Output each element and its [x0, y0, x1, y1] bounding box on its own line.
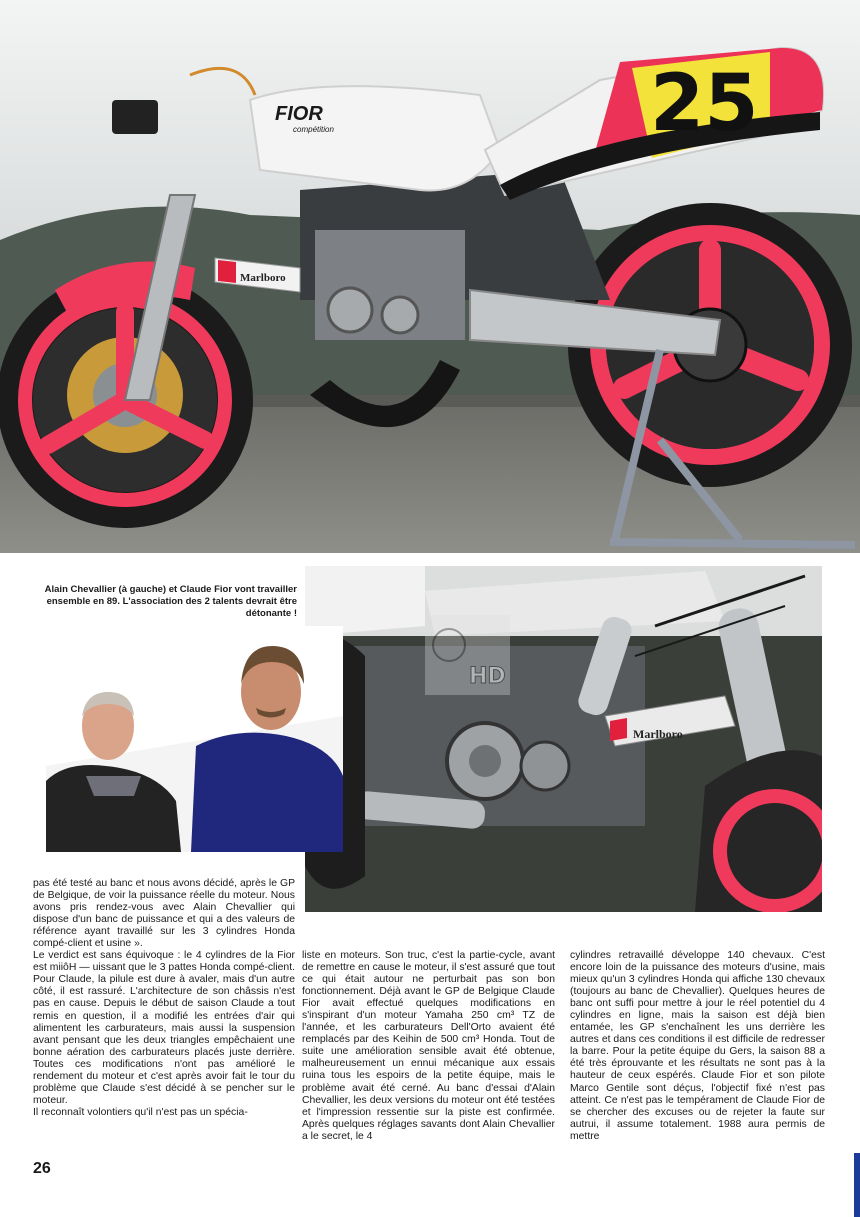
brand-subtitle: compétition	[293, 125, 334, 134]
watermark-text: HD	[469, 664, 506, 689]
hero-photo-motorcycle	[0, 0, 860, 553]
watermark-logo	[425, 615, 510, 695]
photo-caption: Alain Chevallier (à gauche) et Claude Fior vont travailler ensemble en 89. L'association des 2 talents devrait être détonante !	[44, 584, 297, 619]
sponsor-logo-text: Marlboro	[240, 272, 286, 284]
article-column-2	[302, 950, 555, 1143]
article-column-1	[33, 878, 295, 1119]
paragraph: Il reconnaît volontiers qu'il n'est pas un spécia-	[33, 1106, 248, 1118]
paragraph: liste en moteurs. Son truc, c'est la partie-cycle, avant de remettre en cause le moteur, il s'est assuré que tout ce qui était autour ne perturbait pas son bon fonctionnement. Déjà avant le GP de Belgique Claude Fior avait effectué quelques modifications en s'inspirant d'un moteur Yamaha 250 cm³ TZ de l'année, et les carburateurs Dell'Orto avaient été remplacés par des Keihin de 500 cm³ Honda. Tout de suite une amélioration sensible avait été obtenue, malheureusement un ennui mécanique aux essais ruina tous les espoirs de la petite équipe, mais le problème avait été cerné. Au banc d'essai d'Alain Chevallier, les deux versions du moteur ont été testées et l'impression ressentie sur la piste est confirmée. Après quelques réglages savants dont Alain Chevallier a le secret, le 4	[302, 950, 555, 1142]
engine-sponsor-text: Marlboro	[633, 727, 683, 741]
portrait-photo-two-men	[46, 626, 343, 852]
engine-closeup-photo	[305, 566, 822, 912]
page-edge-marker	[854, 1153, 860, 1217]
paragraph: pas été testé au banc et nous avons décidé, après le GP de Belgique, de voir la puissance réelle du moteur. Nous avons pris rendez-vous avec Alain Chevallier qui dispose d'un banc de puissance et qui a des valeurs de référence ayant travaillé sur les 3 cylindres Honda compé-client et usine ».	[33, 878, 295, 950]
brand-logo: FIOR	[275, 103, 323, 125]
paragraph: cylindres retravaillé développe 140 chevaux. C'est encore loin de la puissance des moteurs d'usine, mais mieux qu'un 3 cylindres Honda qui affiche 130 chevaux (toujours au banc de Chevallier). Quelques heures de banc ont suffi pour mettre à jour le réel potentiel du 4 cylindres en ligne, mais la saison est déjà bien entamée, les GP s'enchaînent les uns derrière les autres et dans ces conditions il est difficile de redresser la barre. Pour la petite équipe du Gers, la saison 88 a été très éprouvante et les résultats ne sont pas à la hauteur de ceux espérés. Claude Fior et son pilote Marco Gentile sont déçus, l'objectif fixé n'est pas atteint. Ce n'est pas le tempérament de Claude Fior de se chercher des excuses ou de rejeter la faute sur autrui, il assume totalement. 1988 aura permis de mettre	[570, 950, 825, 1142]
race-number: 25	[650, 59, 759, 149]
page-number: 26	[33, 1160, 51, 1177]
article-column-3	[570, 950, 825, 1143]
paragraph: Le verdict est sans équivoque : le 4 cylindres de la Fior est miiôH — uissant que le 3 pattes Honda compé-client. Pour Claude, la pilule est dure à avaler, mais d'un autre côté, il est rassuré. L'architecture de son châssis n'est pas en cause. Depuis le début de saison Claude a tout remis en question, il a modifié les entrées d'air qui alimentent les carburateurs, mais aussi la suspension avant pensant que les deux triangles empêchaient une bonne aération des carburateurs placés juste derrière. Toutes ces modifications n'ont pas amélioré le rendement du moteur et c'est après avoir fait le tour du problème que Claude s'est décidé à se pencher sur le moteur.	[33, 950, 295, 1106]
